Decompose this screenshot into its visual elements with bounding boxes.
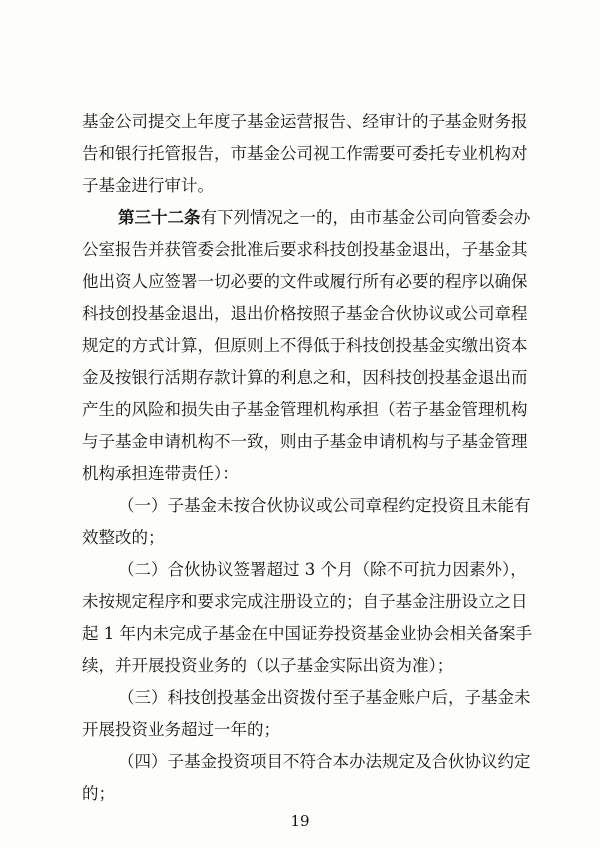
text-line: 未按规定程序和要求完成注册设立的；自子基金注册设立之日: [82, 592, 528, 611]
text-line: 机构承担连带责任）：: [82, 464, 239, 483]
text-line: 子基金进行审计。: [82, 176, 214, 195]
text-line: 科技创投基金退出，退出价格按照子基金合伙协议或公司章程: [82, 304, 528, 323]
text-line: 告和银行托管报告，市基金公司视工作需要可委托专业机构对: [82, 144, 528, 163]
text-line: 产生的风险和损失由子基金管理机构承担（若子基金管理机构: [82, 400, 528, 419]
page-number: 19: [290, 812, 310, 830]
text-line: 与子基金申请机构不一致，则由子基金申请机构与子基金管理: [82, 432, 528, 451]
text-line: 他出资人应签署一切必要的文件或履行所有必要的程序以确保: [82, 272, 528, 291]
text-line: （四）子基金投资项目不符合本办法规定及合伙协议约定: [118, 752, 531, 771]
text-line: 的；: [82, 784, 115, 803]
text-line: （一）子基金未按合伙协议或公司章程约定投资且未能有: [118, 496, 531, 515]
text-line: 续，并开展投资业务的（以子基金实际出资为准）；: [82, 656, 454, 675]
text-line: 开展投资业务超过一年的；: [82, 720, 280, 739]
text-line: 公室报告并获管委会批准后要求科技创投基金退出，子基金其: [82, 240, 528, 259]
text-line: 效整改的；: [82, 528, 165, 547]
text-line: （二）合伙协议签署超过 3 个月（除不可抗力因素外），: [118, 560, 527, 579]
article-32-first-line: [118, 207, 531, 229]
text-line: 起 1 年内未完成子基金在中国证券投资基金业协会相关备案手: [82, 624, 532, 643]
text-line: 有下列情况之一的，由市基金公司向管委会办: [200, 208, 531, 227]
text-line: 规定的方式计算，但原则上不得低于科技创投基金实缴出资本: [82, 336, 528, 355]
text-line: （三）科技创投基金出资拨付至子基金账户后，子基金未: [118, 688, 531, 707]
article-label: 第三十二条: [118, 208, 201, 227]
text-line: 金及按银行活期存款计算的利息之和，因科技创投基金退出而: [82, 368, 528, 387]
text-line: 基金公司提交上年度子基金运营报告、经审计的子基金财务报: [82, 112, 528, 131]
